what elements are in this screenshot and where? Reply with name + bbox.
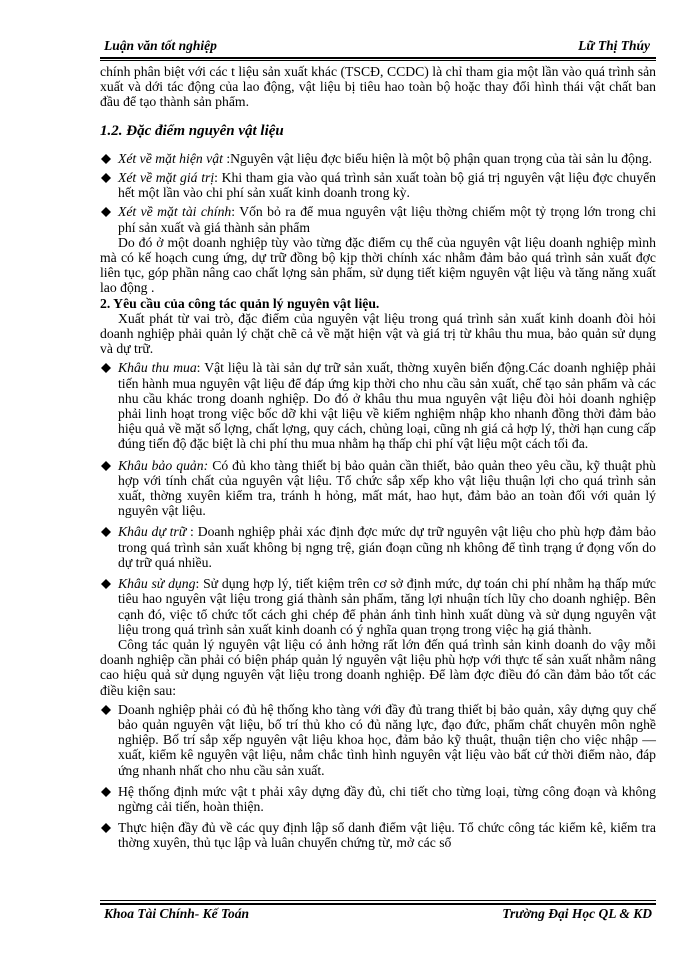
list-item-du-tru bbox=[100, 524, 656, 570]
condition-text: Doanh nghiệp phải có đủ hệ thống kho tàng với đầy đủ trang thiết bị bảo quản, xây dựng quy chế bảo quản nguyên vật liệu, bố trí thủ kho có đủ năng lực, đạo đức, phẩm chất chuyên môn nghề nghiệp. Bố trí sắp xếp nguyên vật liệu khoa học, đảm bảo kỹ thuật, thuận tiện cho việc nhập — xuất, kiểm kê nguyên vật liệu, nắm chắc tình hình nguyên vật liệu vào bất cứ thời điểm nào, đáp ứng nhanh nhất cho nhu cầu sản xuất. bbox=[118, 701, 656, 778]
page-body bbox=[100, 64, 656, 851]
section-heading-1-2: 1.2. Đặc điểm nguyên vật liệu bbox=[100, 122, 284, 139]
condition-text: Hệ thống định mức vật t phải xây dựng đầy đủ, chi tiết cho từng loại, từng công đoạn và không ngừng cải tiến, hoàn thiện. bbox=[118, 783, 656, 814]
list-item-condition-2 bbox=[100, 784, 656, 814]
bullet-label: Xét về mặt giá trị bbox=[118, 170, 215, 186]
list-item-condition-1 bbox=[100, 702, 656, 778]
list-item-tai-chinh bbox=[100, 204, 656, 234]
bullet-text: : Vốn bỏ ra để mua nguyên vật liệu thờng chiếm một tỷ trọng lớn trong chi phí sản xuất và giá thành sản phẩm bbox=[118, 204, 656, 235]
bullet-label: Khâu sử dụng bbox=[118, 576, 196, 592]
list-item-gia-tri bbox=[100, 170, 656, 200]
diamond-bullet-icon bbox=[101, 154, 111, 164]
footer-left-text: Khoa Tài Chính- Kế Toán bbox=[104, 906, 250, 921]
header-rule-thick bbox=[100, 57, 656, 59]
page-footer bbox=[100, 906, 656, 924]
bullet-text: :Nguyên vật liệu đợc biểu hiện là một bộ phận quan trọng của tài sản lu động. bbox=[222, 150, 653, 166]
diamond-bullet-icon bbox=[101, 527, 111, 537]
bullet-text: Có đủ kho tàng thiết bị bảo quản cần thiết, bảo quản theo yêu cầu, kỹ thuật phù hợp với tính chất của nguyên vật liệu. Tổ chức sắp xếp kho vật liệu thuận lợi cho quá trình sản xuất, thờng xuyên kiểm tra, tránh h hỏng, mất mát, hao hụt, đảm bảo an toàn đối với quản lý nguyên vật liệu. bbox=[118, 457, 657, 519]
diamond-bullet-icon bbox=[101, 173, 111, 183]
bullet-label: Khâu dự trữ bbox=[118, 524, 187, 540]
list-item-thu-mua bbox=[100, 360, 656, 451]
footer-rule-thin bbox=[100, 900, 656, 901]
bullet-label: Khâu bảo quản: bbox=[118, 457, 209, 473]
list-item-condition-3 bbox=[100, 820, 656, 850]
list-item-hien-vat bbox=[100, 151, 656, 166]
header-right-text: Lữ Thị Thúy bbox=[578, 38, 650, 53]
section-1-2-closing-paragraph: Do đó ở một doanh nghiệp tùy vào từng đặc điểm cụ thể của nguyên vật liệu doanh nghiệp mình mà có kế hoạch cung ứng, dự trữ đồng bộ kịp thời chính xác nhằm đảm bảo quá trình sản xuất đợc liên tục, góp phần nâng cao chất lợng sản phẩm, sử dụng tiết kiệm nguyên vật liệu và tăng năng xuất lao động . bbox=[100, 234, 656, 296]
footer-right-text: Trường Đại Học QL & KD bbox=[502, 906, 652, 921]
diamond-bullet-icon bbox=[101, 363, 111, 373]
bullet-text: : Vật liệu là tài sản dự trữ sản xuất, thờng xuyên biến động.Các doanh nghiệp phải tiến hành mua nguyên vật liệu để đáp ứng kịp thời cho nhu cầu sản xuất, chế tạo sản phẩm và các nhu cầu khác trong doanh nghiệp. Do đó ở khâu thu mua nguyên vật liệu đòi hỏi doanh nghiệp phải linh hoạt trong việc bốc dỡ khi vật liệu về kiểm nghiệm nhập kho nhanh đồng thời đảm bảo hiệu quả về mặt số lợng, chất lợng, quy cách, chủng loại, cũng nh giá cả hợp lý, thời hạn cung cấp đúng tiến độ đặc biệt là chi phí thu mua nhằm hạ thấp chi phí vật liệu một cách tối đa. bbox=[118, 360, 656, 452]
page-header bbox=[100, 38, 656, 56]
bullet-label: Xét về mặt tài chính bbox=[118, 204, 232, 220]
bullet-text: : Khi tham gia vào quá trình sản xuất toàn bộ giá trị nguyên vật liệu đợc chuyển hết một lần vào chi phí sản xuất kinh doanh trong kỳ. bbox=[118, 170, 656, 201]
section-heading-2: 2. Yêu cầu của công tác quản lý nguyên vật liệu. bbox=[100, 295, 380, 311]
diamond-bullet-icon bbox=[101, 579, 111, 589]
list-item-su-dung bbox=[100, 576, 656, 637]
intro-paragraph: chính phân biệt với các t liệu sản xuất khác (TSCĐ, CCDC) là chỉ tham gia một lần vào quá trình sản xuất và dới tác động của lao động, vật liệu bị tiêu hao toàn bộ hoặc thay đổi hình thái vật chất ban đầu để tạo thành sản phẩm. bbox=[100, 64, 656, 110]
section-2-middle-paragraph: Công tác quản lý nguyên vật liệu có ảnh hởng rất lớn đến quá trình sản kinh doanh do vậy mỗi doanh nghiệp cần phải có biện pháp quản lý nguyên vật liệu phù hợp với thực tế sản xuất nhằm nâng cao hiệu quả sử dụng nguyên vật liệu trong doanh nghiệp. Để làm đợc điều đó cần đảm bảo tốt các điều kiện sau: bbox=[100, 636, 656, 698]
bullet-text: : Doanh nghiệp phải xác định đợc mức dự trữ nguyên vật liệu cho phù hợp đảm bảo trong quá trình sản xuất không bị ngng trệ, gián đoạn cũng nh không để tình trạng ứ đọng vốn do dự trữ quá nhiều. bbox=[118, 524, 656, 570]
section-2-intro-paragraph: Xuất phát từ vai trò, đặc điểm của nguyên vật liệu trong quá trình sản xuất kinh doanh đòi hỏi doanh nghiệp phải quản lý chặt chẽ cả về mặt hiện vật và giá trị từ khâu thu mua, bảo quản sử dụng và dự trữ. bbox=[100, 310, 656, 357]
header-rule-thin bbox=[100, 60, 656, 61]
condition-text: Thực hiện đầy đủ về các quy định lập sổ danh điểm vật liệu. Tổ chức công tác kiểm kê, kiểm tra thờng xuyên, thủ tục lập và luân chuyển chứng từ, mở các sổ bbox=[118, 820, 656, 851]
diamond-bullet-icon bbox=[101, 705, 111, 715]
header-left-text: Luận văn tốt nghiệp bbox=[104, 38, 217, 53]
footer-rule-thick bbox=[100, 903, 656, 905]
bullet-label: Khâu thu mua bbox=[118, 360, 197, 376]
diamond-bullet-icon bbox=[101, 823, 111, 833]
list-item-bao-quan bbox=[100, 458, 656, 519]
diamond-bullet-icon bbox=[101, 207, 111, 217]
bullet-label: Xét về mặt hiện vật bbox=[118, 150, 223, 166]
diamond-bullet-icon bbox=[101, 787, 111, 797]
bullet-text: : Sử dụng hợp lý, tiết kiệm trên cơ sở định mức, dự toán chi phí nhằm hạ thấp mức tiêu hao nguyên vật liệu trong giá thành sản phẩm, tăng lợi nhuận tích lũy cho doanh nghiệp. Bên cạnh đó, việc tổ chức tốt cách ghi chép để phản ánh tình hình xuất dùng và sử dụng nguyên vật liệu trong quá trình sản xuất kinh doanh có ý nghĩa quan trọng trong việc hạ giá thành. bbox=[118, 576, 657, 637]
diamond-bullet-icon bbox=[101, 461, 111, 471]
